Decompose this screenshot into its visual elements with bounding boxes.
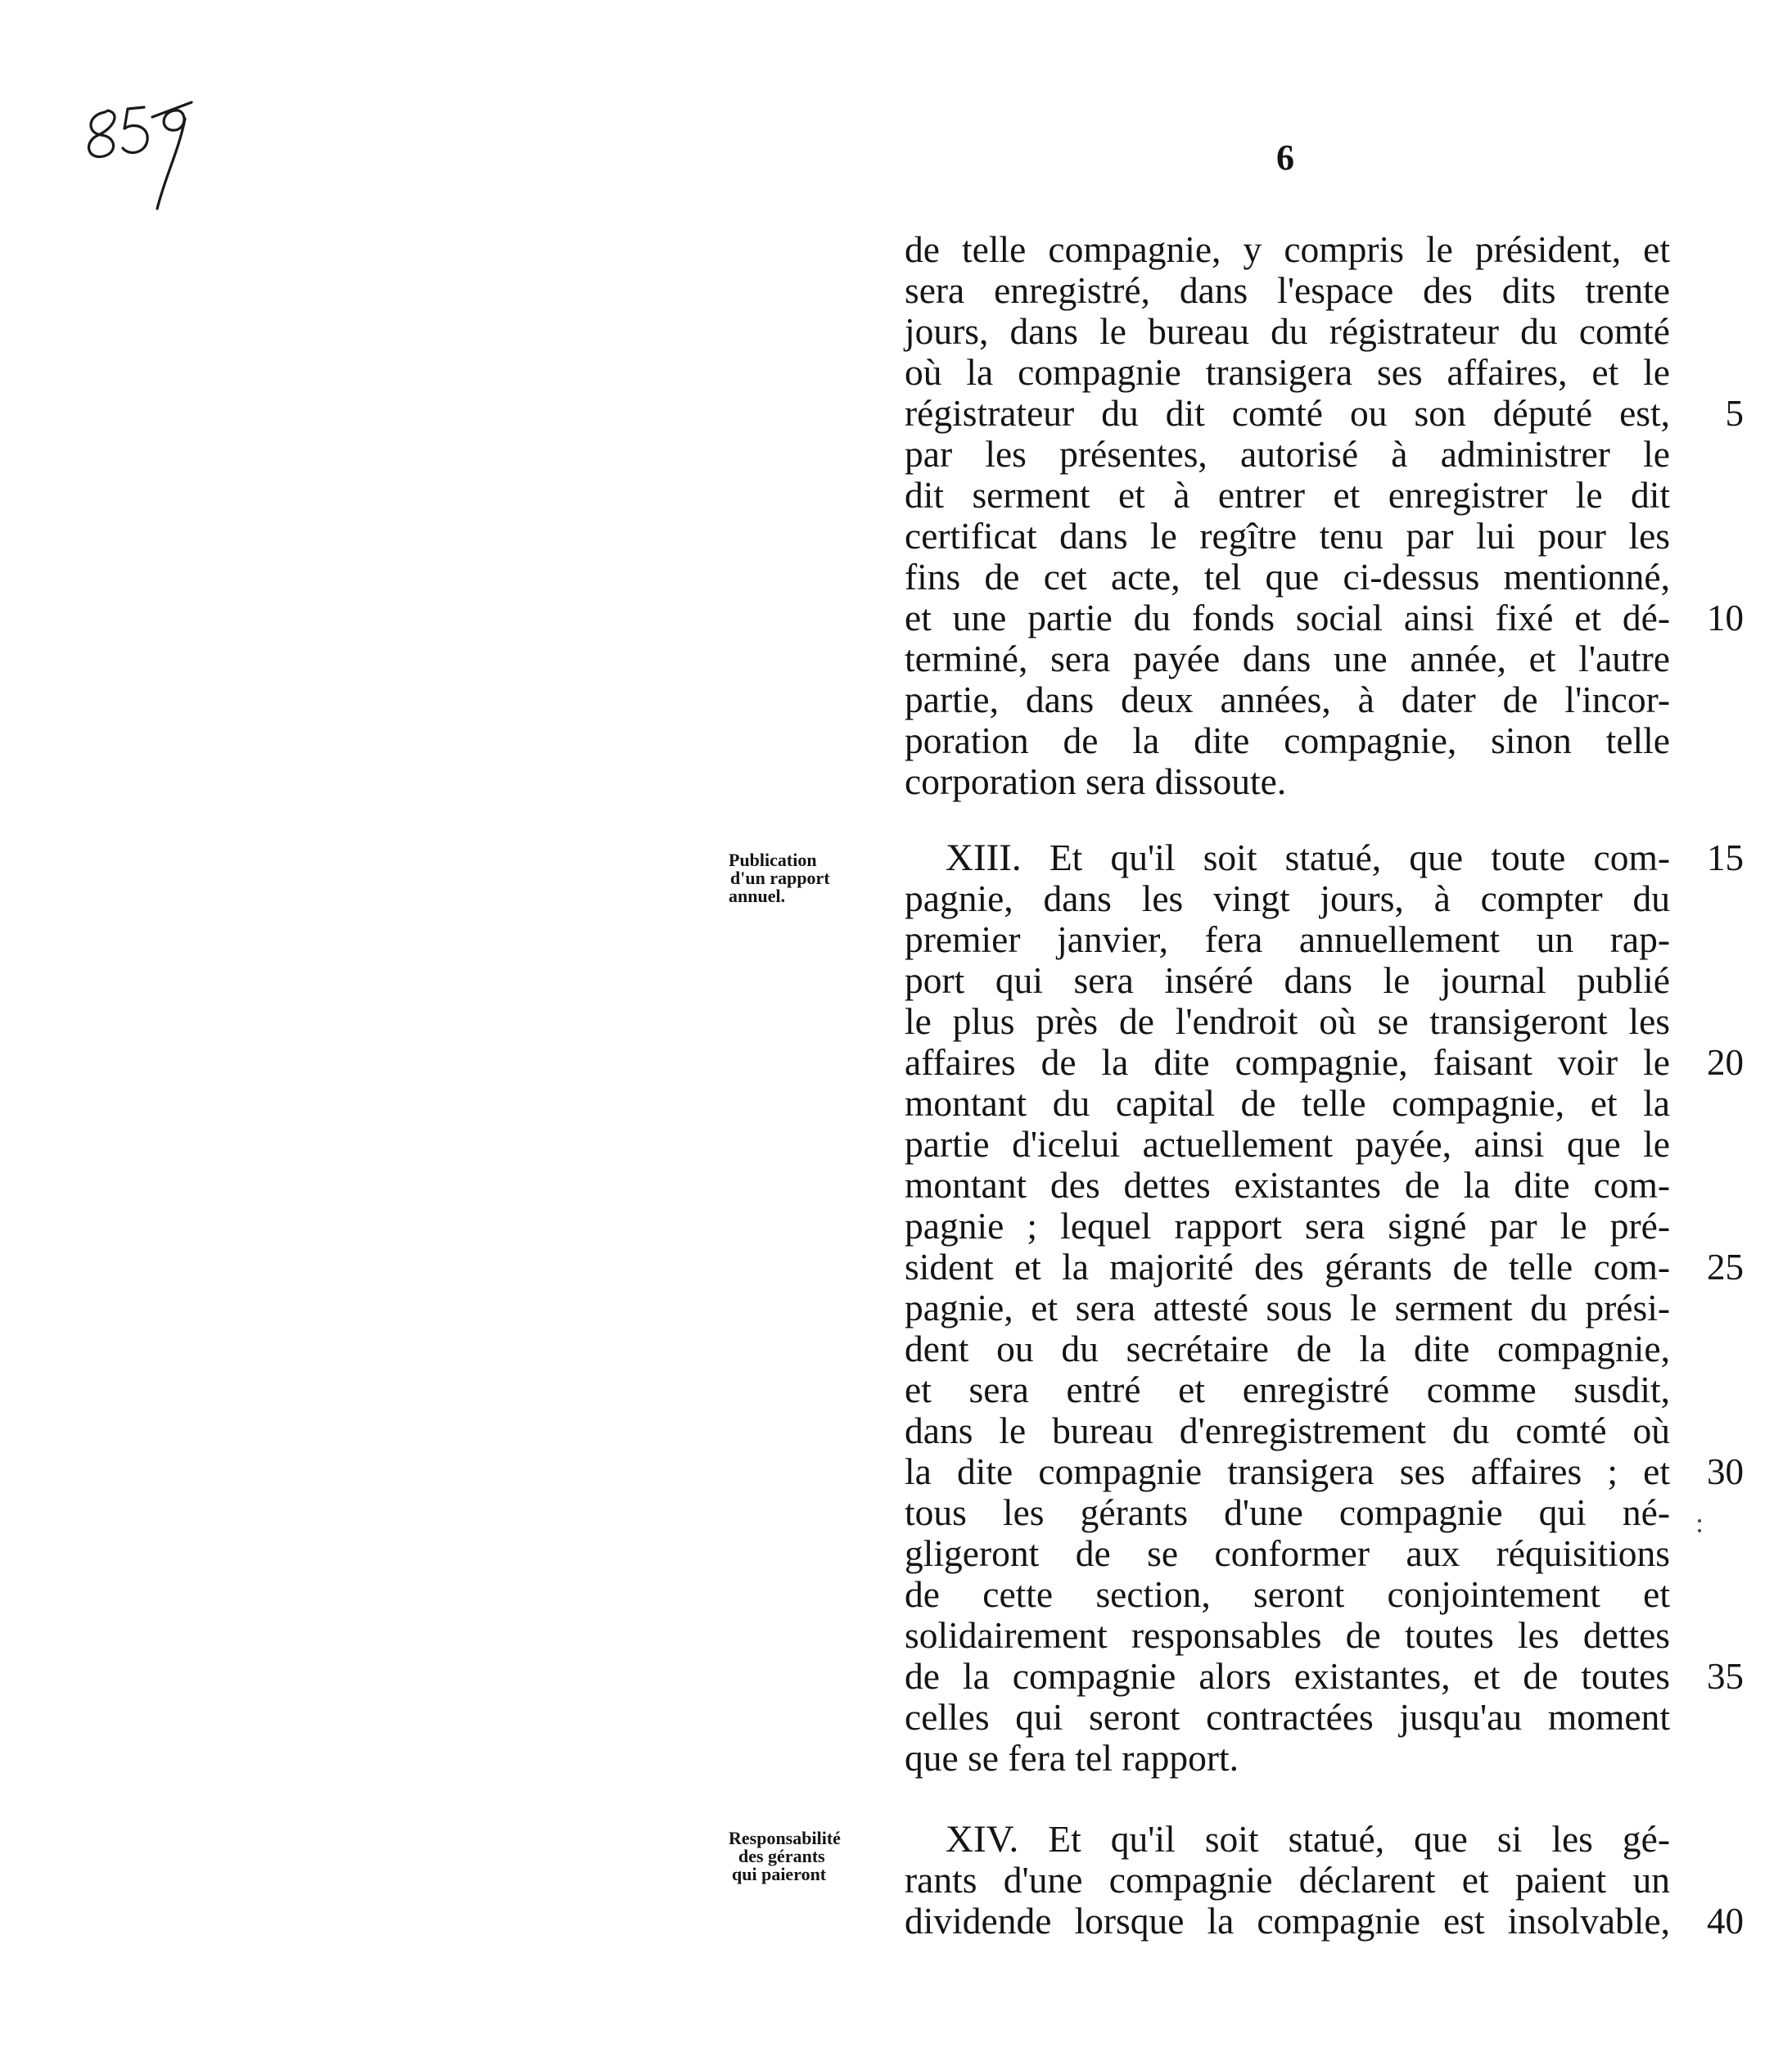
text-line: le plus près de l'endroit où se transigeront les: [905, 1000, 1670, 1042]
margin-note-responsabilite: [729, 1829, 892, 1883]
text-line: dividende lorsque la compagnie est insolvable,: [905, 1900, 1670, 1942]
text-line: poration de la dite compagnie, sinon telle: [905, 720, 1670, 761]
line-number: 5: [1725, 393, 1744, 434]
text-line: que se fera tel rapport.: [905, 1737, 1239, 1779]
text-line: et sera entré et enregistré comme susdit,: [905, 1369, 1670, 1410]
text-line: terminé, sera payée dans une année, et l'autre: [905, 638, 1670, 679]
text-line: affaires de la dite compagnie, faisant voir le: [905, 1041, 1670, 1083]
margin-note-publication: [729, 851, 892, 905]
line-number: 15: [1707, 837, 1744, 878]
text-line: pagnie ; lequel rapport sera signé par le pré-: [905, 1205, 1670, 1247]
text-line: dit serment et à entrer et enregistrer le dit: [905, 474, 1670, 516]
text-line: solidairement responsables de toutes les dettes: [905, 1614, 1670, 1656]
text-line: de la compagnie alors existantes, et de toutes: [905, 1655, 1670, 1697]
text-line: fins de cet acte, tel que ci-dessus mentionné,: [905, 556, 1670, 598]
line-number: 10: [1707, 598, 1744, 638]
margin-note-line: qui paieront: [732, 1864, 827, 1884]
margin-note-line: Publication: [729, 850, 817, 870]
line-number: 40: [1707, 1901, 1744, 1942]
text-line: où la compagnie transigera ses affaires, et le: [905, 351, 1670, 393]
margin-note-line: des gérants: [738, 1846, 825, 1866]
text-line: celles qui seront contractées jusqu'au moment: [905, 1696, 1670, 1738]
line-number: 30: [1707, 1451, 1744, 1492]
text-line: régistrateur du dit comté ou son député est,: [905, 392, 1670, 434]
text-line: et une partie du fonds social ainsi fixé et dé-: [905, 597, 1670, 638]
line-number: 35: [1707, 1656, 1744, 1697]
text-line: pagnie, et sera attesté sous le serment du prési-: [905, 1287, 1670, 1328]
text-line: par les présentes, autorisé à administrer le: [905, 433, 1670, 475]
text-line: la dite compagnie transigera ses affaires ; et: [905, 1450, 1670, 1492]
text-line: montant du capital de telle compagnie, et la: [905, 1082, 1670, 1124]
text-line: de telle compagnie, y compris le président, et: [905, 228, 1670, 270]
text-line: sident et la majorité des gérants de telle com-: [905, 1246, 1670, 1288]
line-number: 25: [1707, 1247, 1744, 1288]
text-line: sera enregistré, dans l'espace des dits trente: [905, 269, 1670, 311]
text-line: premier janvier, fera annuellement un rap-: [905, 918, 1670, 960]
text-line: pagnie, dans les vingt jours, à compter du: [905, 877, 1670, 919]
line-number: 20: [1707, 1042, 1744, 1083]
text-line: rants d'une compagnie déclarent et paient un: [905, 1859, 1670, 1901]
text-line: port qui sera inséré dans le journal publié: [905, 959, 1670, 1001]
text-line: de cette section, seront conjointement et: [905, 1573, 1670, 1615]
handwritten-number: [80, 94, 203, 213]
section-number: XIII.: [946, 837, 1022, 879]
text-line: tous les gérants d'une compagnie qui né-: [905, 1491, 1670, 1533]
section-number: XIV.: [946, 1818, 1019, 1861]
section-text: Et qu'il soit statué, que toute com-: [1049, 837, 1670, 878]
margin-note-line: annuel.: [729, 886, 786, 906]
text-line: corporation sera dissoute.: [905, 760, 1287, 802]
text-line: jours, dans le bureau du régistrateur du comté: [905, 310, 1670, 352]
text-line: partie, dans deux années, à dater de l'incor-: [905, 679, 1670, 720]
section-text: Et qu'il soit statué, que si les gé-: [1048, 1818, 1671, 1860]
text-line: partie d'icelui actuellement payée, ainsi que le: [905, 1123, 1670, 1165]
text-line: dent ou du secrétaire de la dite compagnie,: [905, 1328, 1670, 1369]
section-heading-line: [946, 837, 1670, 878]
text-line: montant des dettes existantes de la dite com-: [905, 1164, 1670, 1206]
margin-note-line: d'un rapport: [730, 868, 830, 888]
text-line: certificat dans le regître tenu par lui pour les: [905, 515, 1670, 557]
page-number: 6: [1276, 138, 1294, 178]
margin-note-line: Responsabilité: [729, 1828, 841, 1848]
text-line: gligeront de se conformer aux réquisitions: [905, 1532, 1670, 1574]
print-marks: [1693, 1516, 1718, 1536]
text-line: dans le bureau d'enregistrement du comté où: [905, 1410, 1670, 1451]
section-heading-line: [946, 1819, 1670, 1860]
